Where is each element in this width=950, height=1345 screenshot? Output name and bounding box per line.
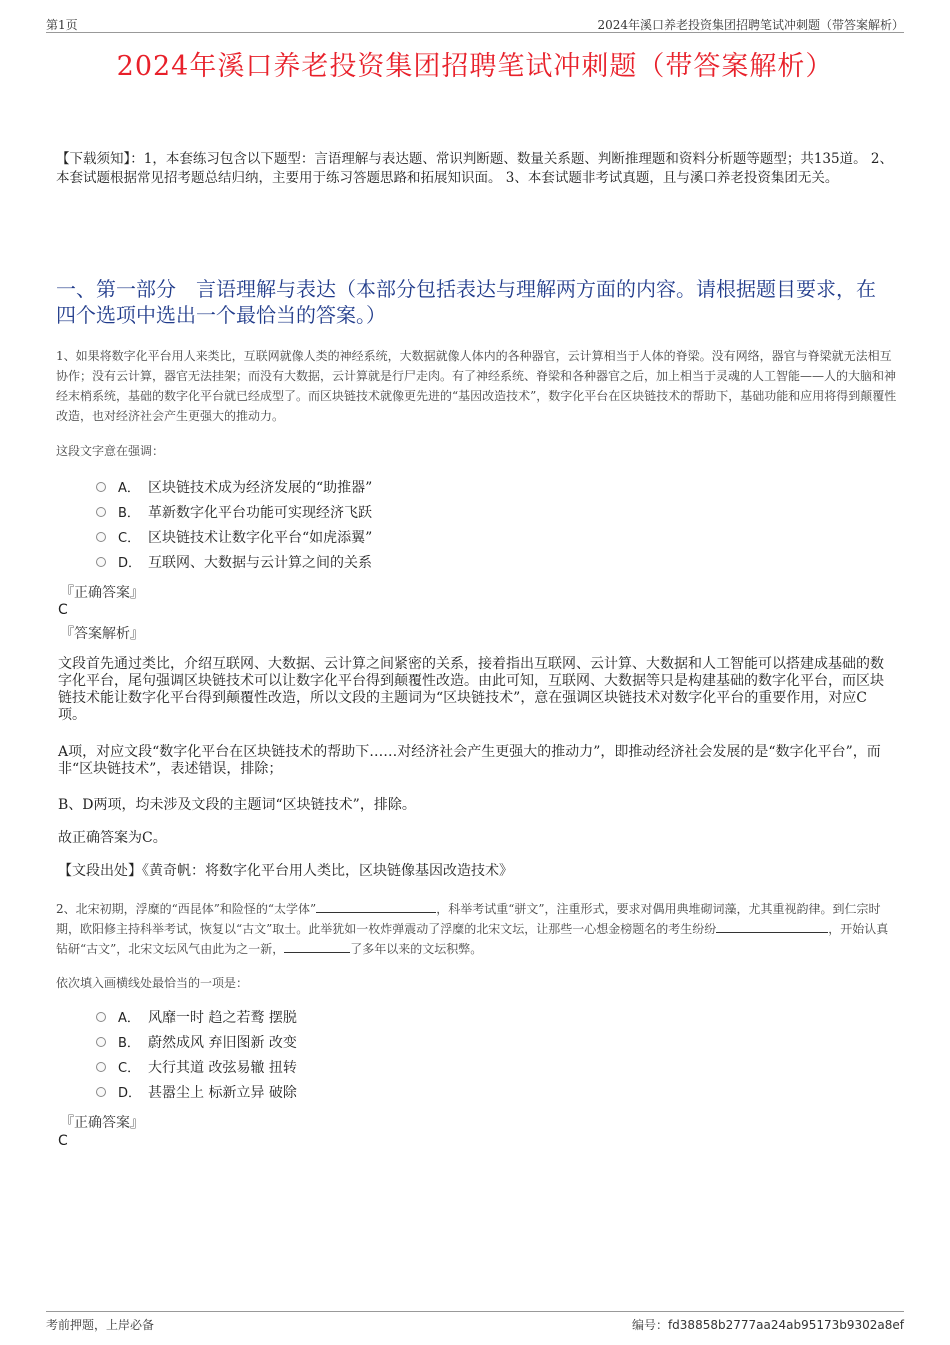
- option-text: 区块链技术成为经济发展的“助推器”: [148, 479, 373, 496]
- document-code-label: 编号：: [631, 1318, 668, 1332]
- option-a[interactable]: [96, 1004, 297, 1029]
- analysis-paragraph: 文段首先通过类比，介绍互联网、大数据、云计算之间紧密的关系，接着指出互联网、云计算、大数据和人工智能可以搭建成基础的数字化平台，尾句强调区块链技术可以让数字化平台得到颠覆性改造。由此可知，互联网、大数据等只是构建基础的数字化平台，而区块链技术能让数字化平台得到颠覆性改造，所以文段的主题词为“区块链技术”，意在强调区块链技术对数字化平台的重要作用，对应C项。: [58, 656, 884, 723]
- document-code-value: fd38858b2777aa24ab95173b9302a8ef: [667, 1318, 904, 1332]
- radio-icon[interactable]: [96, 1087, 106, 1097]
- radio-icon[interactable]: [96, 1012, 106, 1022]
- fill-blank: [284, 940, 350, 953]
- radio-icon[interactable]: [96, 1037, 106, 1047]
- analysis-paragraph: A项，对应文段“数字化平台在区块链技术的帮助下……对经济社会产生更强大的推动力”，即推动经济社会发展的是“数字化平台”，而非“区块链技术”，表述错误，排除；: [58, 744, 881, 777]
- question-1-text: 1、如果将数字化平台用人来类比，互联网就像人类的神经系统，大数据就像人体内的各种器官，云计算相当于人体的脊梁。没有网络，器官与脊梁就无法相互协作；没有云计算，器官无法挂架；而没有大数据，云计算就是行尸走肉。有了神经系统、脊梁和各种器官之后，加上相当于灵魂的人工智能——人的大脑和神经末梢系统，基础的数字化平台就已经成型了。而区块链技术就像更先进的“基因改造技术”，数字化平台在区块链技术的帮助下，基础功能和应用将得到颠覆性改造，也对经济社会产生更强大的推动力。: [56, 349, 897, 423]
- option-text: 风靡一时 趋之若鹜 摆脱: [148, 1009, 297, 1026]
- option-text: 甚嚣尘上 标新立异 破除: [148, 1084, 297, 1101]
- option-c[interactable]: [96, 524, 372, 549]
- document-code: [632, 1316, 904, 1333]
- analysis-paragraph: B、D两项，均未涉及文段的主题词“区块链技术”，排除。: [58, 797, 416, 813]
- option-letter: D．: [118, 556, 142, 571]
- analysis-label: 『答案解析』: [60, 626, 144, 642]
- option-b[interactable]: [96, 1029, 297, 1054]
- option-d[interactable]: [96, 549, 372, 574]
- radio-icon[interactable]: [96, 482, 106, 492]
- radio-icon[interactable]: [96, 532, 106, 542]
- correct-answer-label: 『正确答案』: [60, 1115, 144, 1131]
- download-notice: 【下载须知】：1，本套练习包含以下题型：言语理解与表达题、常识判断题、数量关系题、判断推理题和资料分析题等题型；共135道。 2、本套试题根据常见招考题总结归纳，主要用于练习答题思路和拓展知识面。 3、本套试题非考试真题，且与溪口养老投资集团无关。: [56, 151, 893, 186]
- question-1-prompt: 这段文字意在强调：: [56, 444, 165, 458]
- question-2-text: [56, 899, 900, 959]
- fill-blank: [716, 920, 828, 933]
- question-1-options: [96, 474, 372, 574]
- radio-icon[interactable]: [96, 557, 106, 567]
- option-text: 蔚然成风 弃旧图新 改变: [148, 1034, 297, 1051]
- header-doc-title: 2024年溪口养老投资集团招聘笔试冲刺题（带答案解析）: [597, 18, 904, 32]
- option-letter: C．: [118, 1061, 141, 1076]
- source-citation: 【文段出处】《黄奇帆：将数字化平台用人类比，区块链像基因改造技术》: [58, 863, 513, 879]
- option-letter: D．: [118, 1086, 142, 1101]
- fill-blank: [316, 900, 436, 913]
- option-letter: A．: [118, 1011, 140, 1026]
- correct-answer: C: [58, 602, 68, 618]
- option-letter: B．: [118, 1036, 140, 1051]
- footer-slogan: 考前押题，上岸必备: [46, 1318, 155, 1332]
- option-a[interactable]: [96, 474, 372, 499]
- page-title: 2024年溪口养老投资集团招聘笔试冲刺题（带答案解析）: [116, 51, 834, 82]
- option-b[interactable]: [96, 499, 372, 524]
- analysis-paragraph: 故正确答案为C。: [58, 830, 167, 846]
- option-text: 革新数字化平台功能可实现经济飞跃: [148, 504, 372, 521]
- section-heading: 一、第一部分 言语理解与表达（本部分包括表达与理解两方面的内容。请根据题目要求，在四个选项中选出一个最恰当的答案。）: [56, 277, 876, 327]
- page-footer: [46, 1311, 904, 1332]
- option-letter: A．: [118, 481, 140, 496]
- option-text: 大行其道 改弦易辙 扭转: [148, 1059, 297, 1076]
- option-text: 区块链技术让数字化平台“如虎添翼”: [148, 529, 373, 546]
- option-letter: C．: [118, 531, 141, 546]
- correct-answer-label: 『正确答案』: [60, 585, 144, 601]
- correct-answer: C: [58, 1133, 68, 1149]
- option-text: 互联网、大数据与云计算之间的关系: [148, 554, 372, 571]
- question-2-options: [96, 1004, 297, 1104]
- question-2-part: ，科举考试重“骈文”，注重形式，要求对偶用典堆砌词藻，尤其重视韵律。到仁宗时期，欧阳修主持科举考试，恢复以“古文”取士。此举犹如一枚炸弹震动了浮糜的北宋文坛，让那些一心想金榜题名的考生纷纷: [56, 902, 881, 936]
- radio-icon[interactable]: [96, 1062, 106, 1072]
- page-number: 第1页: [46, 18, 78, 32]
- radio-icon[interactable]: [96, 507, 106, 517]
- option-letter: B．: [118, 506, 140, 521]
- question-2-part: 2、北宋初期，浮糜的“西昆体”和险怪的“太学体”: [56, 902, 317, 916]
- option-d[interactable]: [96, 1079, 297, 1104]
- question-2-prompt: 依次填入画横线处最恰当的一项是：: [56, 976, 249, 990]
- question-2-part: ，开始认真钻研“古文”，北宋文坛风气由此为之一新，: [56, 922, 889, 956]
- question-2-part: 了多年以来的文坛积弊。: [350, 942, 483, 956]
- page-header: [46, 14, 904, 33]
- option-c[interactable]: [96, 1054, 297, 1079]
